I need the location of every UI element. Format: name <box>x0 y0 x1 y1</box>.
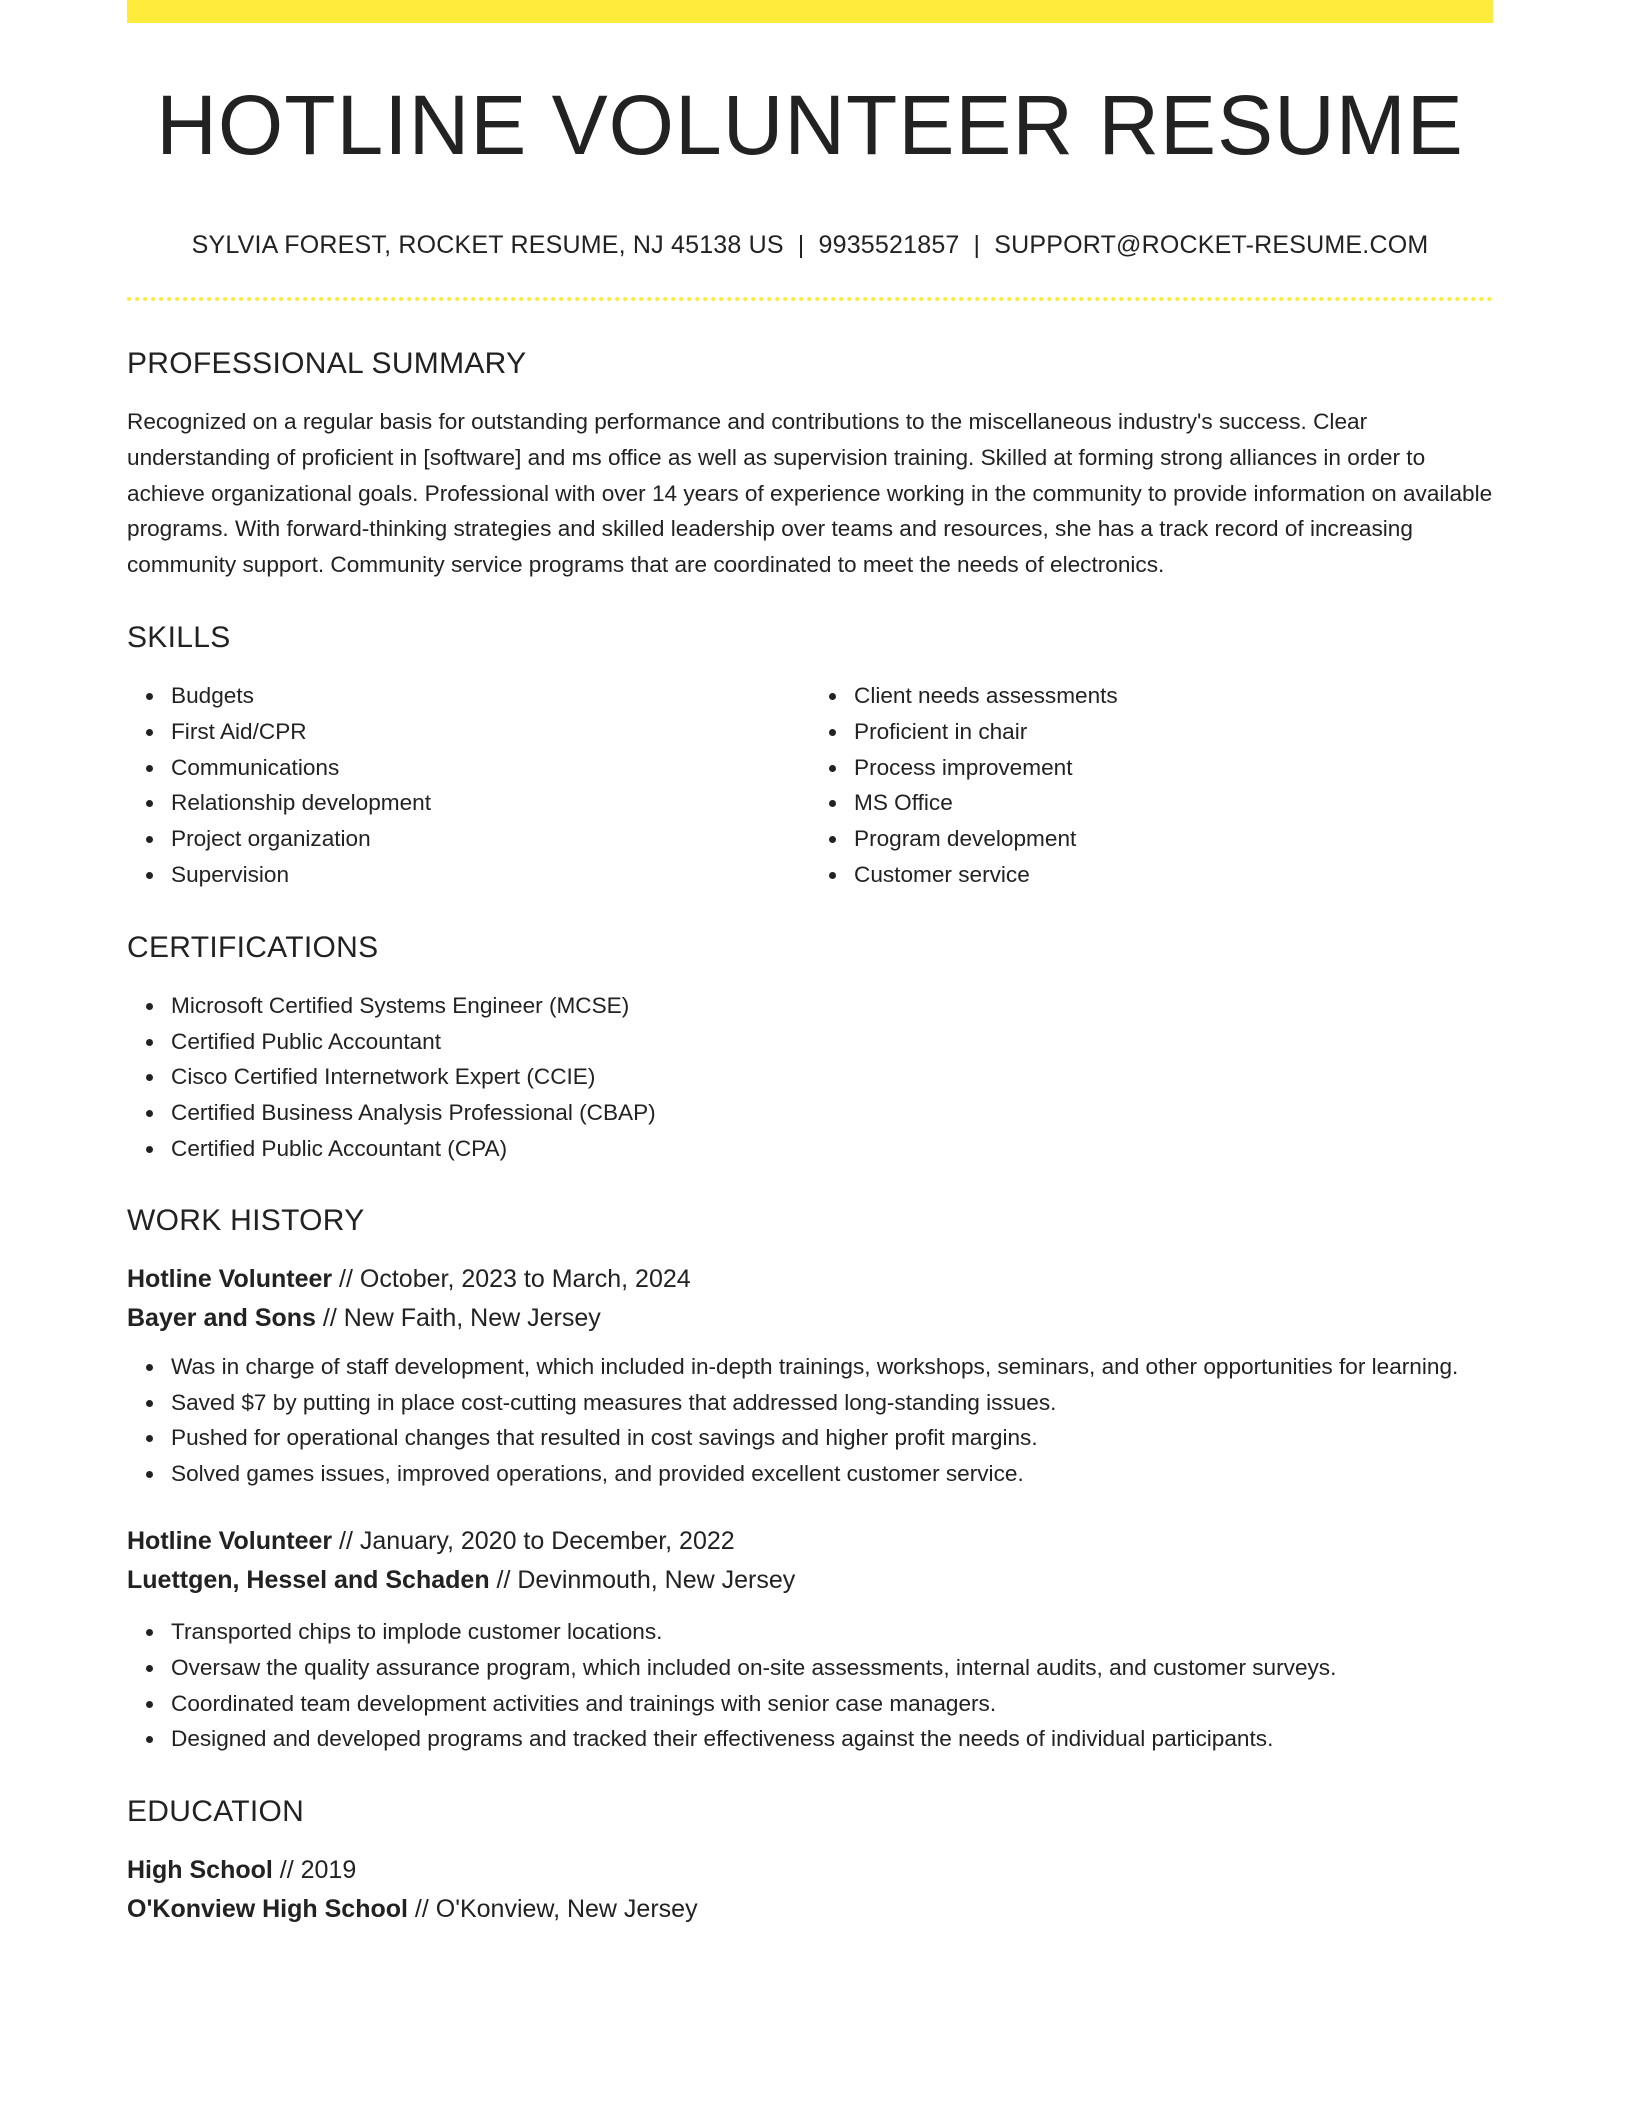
job-bullets <box>127 1349 1493 1492</box>
skill-item: Proficient in chair <box>854 714 1493 750</box>
accent-bar <box>127 0 1493 23</box>
education-degree: High School <box>127 1856 273 1885</box>
skill-item: First Aid/CPR <box>171 714 810 750</box>
education-year: // 2019 <box>272 1856 357 1885</box>
job-bullet: Solved games issues, improved operations, and provided excellent customer service. <box>171 1456 1493 1492</box>
resume-title: HOTLINE VOLUNTEER RESUME <box>156 78 1464 172</box>
certifications-heading: CERTIFICATIONS <box>127 930 379 964</box>
job-bullet: Saved $7 by putting in place cost-cutting measures that addressed long-standing issues. <box>171 1385 1493 1421</box>
job-company-line <box>127 1299 1493 1338</box>
skill-item: Client needs assessments <box>854 678 1493 714</box>
skill-item: Project organization <box>171 821 810 857</box>
skill-item: Budgets <box>171 678 810 714</box>
contact-address: SYLVIA FOREST, ROCKET RESUME, NJ 45138 US <box>191 231 784 259</box>
education-heading: EDUCATION <box>127 1795 305 1829</box>
education-degree-line <box>127 1851 1493 1890</box>
skill-item: MS Office <box>854 785 1493 821</box>
job-title: Hotline Volunteer <box>127 1264 333 1293</box>
job-title-line <box>127 1260 1493 1299</box>
job-company: Bayer and Sons <box>127 1303 316 1332</box>
job-location: // Devinmouth, New Jersey <box>489 1565 796 1594</box>
resume-page <box>127 0 1493 1929</box>
job-bullet: Pushed for operational changes that resulted in cost savings and higher profit margins. <box>171 1420 1493 1456</box>
contact-separator: | <box>973 231 981 259</box>
work-history-heading: WORK HISTORY <box>127 1203 365 1237</box>
job-bullet: Was in charge of staff development, which included in-depth trainings, workshops, seminars, and other opportunities for learning. <box>171 1349 1493 1385</box>
job-company-line <box>127 1561 1493 1600</box>
contact-separator: | <box>797 231 805 259</box>
skills-list-right <box>810 678 1493 893</box>
contact-email: SUPPORT@ROCKET-RESUME.COM <box>994 231 1429 259</box>
skill-item: Customer service <box>854 857 1493 893</box>
skills-columns <box>127 678 1493 893</box>
job-bullet: Coordinated team development activities and trainings with senior case managers. <box>171 1686 1493 1722</box>
certification-item: Microsoft Certified Systems Engineer (MCSE) <box>171 988 1493 1024</box>
contact-phone: 9935521857 <box>818 231 960 259</box>
job-dates: // January, 2020 to December, 2022 <box>332 1526 735 1555</box>
job-bullet: Transported chips to implode customer locations. <box>171 1614 1493 1650</box>
job-title-line <box>127 1522 1493 1561</box>
job-company: Luettgen, Hessel and Schaden <box>127 1565 490 1594</box>
job-bullet: Oversaw the quality assurance program, which included on-site assessments, internal audits, and customer surveys. <box>171 1650 1493 1686</box>
skill-item: Program development <box>854 821 1493 857</box>
skill-item: Process improvement <box>854 750 1493 786</box>
certifications-list <box>127 988 1493 1167</box>
job-bullet: Designed and developed programs and tracked their effectiveness against the needs of individual participants. <box>171 1721 1493 1757</box>
certification-item: Cisco Certified Internetwork Expert (CCIE) <box>171 1059 1493 1095</box>
skill-item: Communications <box>171 750 810 786</box>
skills-heading: SKILLS <box>127 620 231 654</box>
skills-list-left <box>127 678 810 893</box>
job-title: Hotline Volunteer <box>127 1526 333 1555</box>
skill-item: Supervision <box>171 857 810 893</box>
job-location: // New Faith, New Jersey <box>315 1303 601 1332</box>
job-dates: // October, 2023 to March, 2024 <box>332 1264 691 1293</box>
dotted-divider <box>127 297 1493 301</box>
contact-line <box>127 231 1493 260</box>
certification-item: Certified Public Accountant <box>171 1024 1493 1060</box>
summary-heading: PROFESSIONAL SUMMARY <box>127 347 527 380</box>
certification-item: Certified Business Analysis Professional (CBAP) <box>171 1095 1493 1131</box>
certification-item: Certified Public Accountant (CPA) <box>171 1131 1493 1167</box>
job-bullets <box>127 1614 1493 1757</box>
education-school-line <box>127 1890 1493 1929</box>
education-school: O'Konview High School <box>127 1895 408 1924</box>
skill-item: Relationship development <box>171 785 810 821</box>
summary-text: Recognized on a regular basis for outstanding performance and contributions to the miscellaneous industry's success. Clear understanding of proficient in [software] and ms office as well as supervision training. Skilled at forming strong alliances in order to achieve organizational goals. Professional with over 14 years of experience working in the community to provide information on available programs. With forward-thinking strategies and skilled leadership over teams and resources, she has a track record of increasing community support. Community service programs that are coordinated to meet the needs of electronics. <box>127 409 1493 578</box>
education-location: // O'Konview, New Jersey <box>407 1895 698 1924</box>
